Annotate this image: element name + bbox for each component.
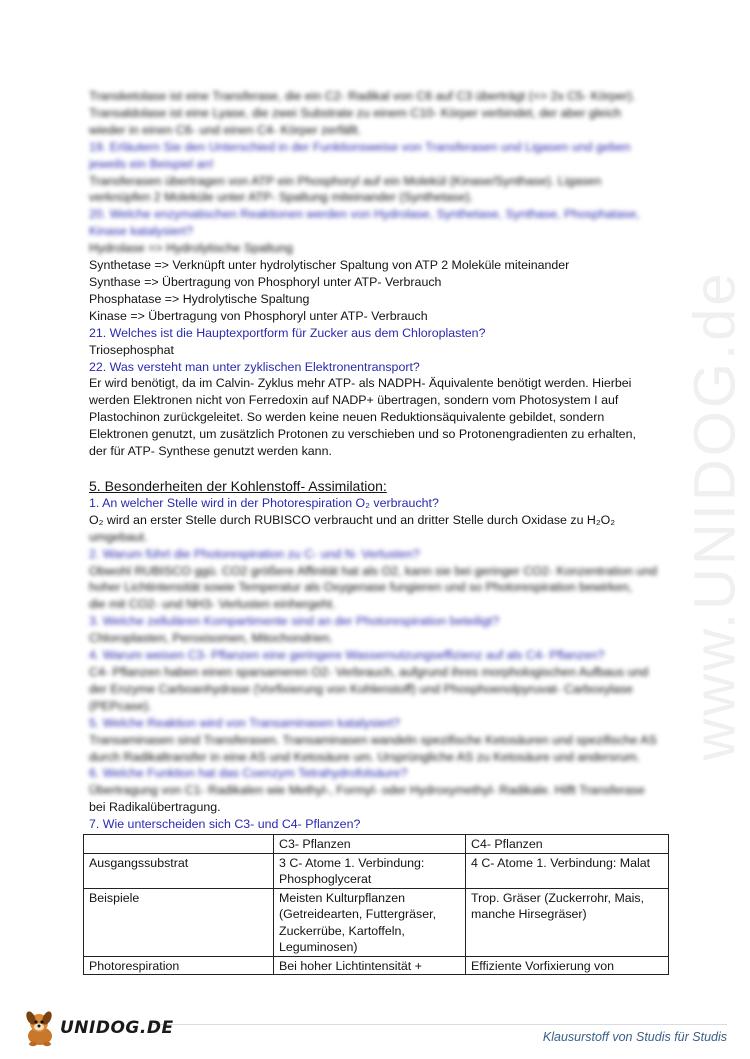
- dog-mascot-icon: [22, 1009, 58, 1047]
- table-cell: 4 C- Atome 1. Verbindung: Malat: [466, 853, 669, 888]
- question-line: 5. Welche Reaktion wird von Transaminasen katalysiert?: [89, 715, 401, 730]
- question-line: 21. Welches ist die Hauptexportform für Zucker aus dem Chloroplasten?: [89, 325, 486, 340]
- answer-line: verknüpfen 2 Moleküle unter ATP- Spaltung miteinander (Synthetase).: [89, 190, 474, 205]
- question-line: jeweils ein Beispiel an!: [89, 156, 214, 171]
- answer-line: Transketolase ist eine Transferase, die ein C2- Radikal von C6 auf C3 überträgt (=> 2x C5- Körper).: [89, 89, 636, 103]
- table-cell: Ausgangssubstrat: [84, 853, 274, 888]
- logo-text: UNIDOG.DE: [60, 1018, 174, 1038]
- table-row: [84, 888, 669, 956]
- answer-line: Triosephosphat: [89, 342, 174, 357]
- watermark-text: www.UNIDOG.de: [682, 269, 748, 761]
- table-cell: Beispiele: [84, 888, 274, 956]
- answer-line: Transaldolase ist eine Lyase, die zwei Substrate zu einem C10- Körper verbindet, der aber gleich: [89, 105, 622, 120]
- answer-line: durch Radikaltransfer in eine AS und Ketosäure um. Ursprüngliche AS zu Ketosäure und andersrum.: [89, 749, 641, 764]
- footer-tagline: Klausurstoff von Studis für Studis: [542, 1030, 727, 1044]
- answer-line: Synthase => Übertragung von Phosphoryl unter ATP- Verbrauch: [89, 274, 442, 289]
- table-cell: Trop. Gräser (Zuckerrohr, Mais, manche Hirsegräser): [466, 888, 669, 956]
- answer-line: Kinase => Übertragung von Phosphoryl unter ATP- Verbrauch: [89, 308, 428, 323]
- answer-line: Hydrolase => Hydrolytische Spaltung: [89, 241, 293, 256]
- answer-line: O₂ wird an erster Stelle durch RUBISCO verbraucht und an dritter Stelle durch Oxidase zu H₂O₂: [89, 512, 616, 527]
- table-cell: Bei hoher Lichtintensität +: [274, 956, 466, 975]
- watermark: [670, 270, 750, 760]
- question-line: 3. Welche zellulären Kompartimente sind an der Photorespiration beteiligt?: [89, 614, 500, 629]
- answer-line: Er wird benötigt, da im Calvin- Zyklus mehr ATP- als NADPH- Äquivalente benötigt werden. Hierbei: [89, 376, 632, 391]
- answer-line: Chloroplasten, Peroxisomen, Mitochondrien.: [89, 631, 333, 646]
- table-cell: Effiziente Vorfixierung von: [466, 956, 669, 975]
- table-cell: 3 C- Atome 1. Verbindung: Phosphoglycerat: [274, 853, 466, 888]
- section-heading: 5. Besonderheiten der Kohlenstoff- Assimilation:: [89, 477, 387, 494]
- answer-line: (PEPcase).: [89, 698, 152, 713]
- table-header-row: [84, 835, 669, 854]
- answer-line: wieder in einen C6- und einen C4- Körper zerfällt.: [89, 122, 362, 137]
- answer-line: die mit CO2- und NH3- Verlusten einhergeht.: [89, 597, 336, 612]
- question-line: 6. Welche Funktion hat das Coenzym Tetrahydrofolsäure?: [89, 766, 408, 781]
- answer-line: Plastochinon zurückgeleitet. So werden keine neuen Reduktionsäquivalente gebildet, sondern: [89, 410, 605, 425]
- answer-line: werden Elektronen nicht von Ferredoxin auf NADP+ übertragen, sondern vom Photosystem I auf: [89, 393, 619, 408]
- answer-line: Synthetase => Verknüpft unter hydrolytischer Spaltung von ATP 2 Moleküle miteinander: [89, 258, 570, 273]
- question-line: 19. Erläutern Sie den Unterschied in der Funktionsweise von Transferasen und Ligasen und geben: [89, 139, 631, 154]
- answer-line: Phosphatase => Hydrolytische Spaltung: [89, 291, 310, 306]
- answer-line: Übertragung von C1- Radikalen wie Methyl-, Formyl- oder Hydroxymethyl- Radikale. Hilft Transferase: [89, 783, 645, 798]
- comparison-table: [83, 834, 669, 975]
- text-block-top: [89, 88, 679, 460]
- question-line: 2. Warum führt die Photorespiration zu C- und N- Verlusten?: [89, 546, 420, 561]
- table-header-cell: C4- Pflanzen: [466, 835, 669, 854]
- table-cell: Meisten Kulturpflanzen (Getreidearten, Futtergräser, Zuckerrübe, Kartoffeln, Leguminosen): [274, 888, 466, 956]
- answer-line: der Enzyme Carboanhydrase (Vorfixierung von Kohlenstoff) und Phosphoenolpyruvat- Carboxylase: [89, 681, 633, 696]
- question-line: 20. Welche enzymatischen Reaktionen werden von Hydrolase, Synthetase, Synthase, Phosphatase,: [89, 207, 640, 222]
- answer-line: Transaminasen sind Transferasen. Transaminasen wandeln spezifische Ketosäuren und spezifische AS: [89, 732, 657, 747]
- document-body: [89, 88, 679, 975]
- question-line: 22. Was versteht man unter zyklischen Elektronentransport?: [89, 359, 420, 374]
- table-cell: Photorespiration: [84, 956, 274, 975]
- answer-line: Elektronen genutzt, um zusätzlich Protonen zu verschieben und so Protonengradienten zu erhalten,: [89, 427, 636, 442]
- table-row: [84, 853, 669, 888]
- answer-line: Transferasen übertragen von ATP ein Phosphoryl auf ein Molekül (Kinase/Synthase). Ligasen: [89, 173, 602, 188]
- text-block-bottom: [89, 495, 679, 833]
- question-line: 1. An welcher Stelle wird in der Photorespiration O₂ verbraucht?: [89, 495, 439, 510]
- answer-line: umgebaut.: [89, 529, 148, 544]
- table-row: [84, 956, 669, 975]
- answer-line: Obwohl RUBISCO ggü. CO2 größere Affinität hat als O2, kann sie bei geringer CO2- Konzentration und: [89, 563, 657, 578]
- question-line: 7. Wie unterscheiden sich C3- und C4- Pflanzen?: [89, 817, 361, 832]
- question-line: 4. Warum weisen C3- Pflanzen eine geringere Wassernutzungseffizienz auf als C4- Pflanzen?: [89, 648, 605, 663]
- question-line: Kinase katalysiert?: [89, 224, 193, 239]
- footer-logo: [22, 1008, 174, 1048]
- answer-line: C4- Pflanzen haben einen sparsameren O2- Verbrauch, aufgrund ihres morphologischen Aufbaus und: [89, 665, 649, 679]
- table-header-cell: [84, 835, 274, 854]
- answer-line: der für ATP- Synthese genutzt werden kann.: [89, 444, 332, 459]
- table-header-cell: C3- Pflanzen: [274, 835, 466, 854]
- answer-line: bei Radikalübertragung.: [89, 800, 221, 815]
- answer-line: hoher Lichtintensität sowie Temperatur als Oxygenase fungieren und so Photorespiration bewirken,: [89, 580, 633, 595]
- footer-divider: [150, 1024, 727, 1025]
